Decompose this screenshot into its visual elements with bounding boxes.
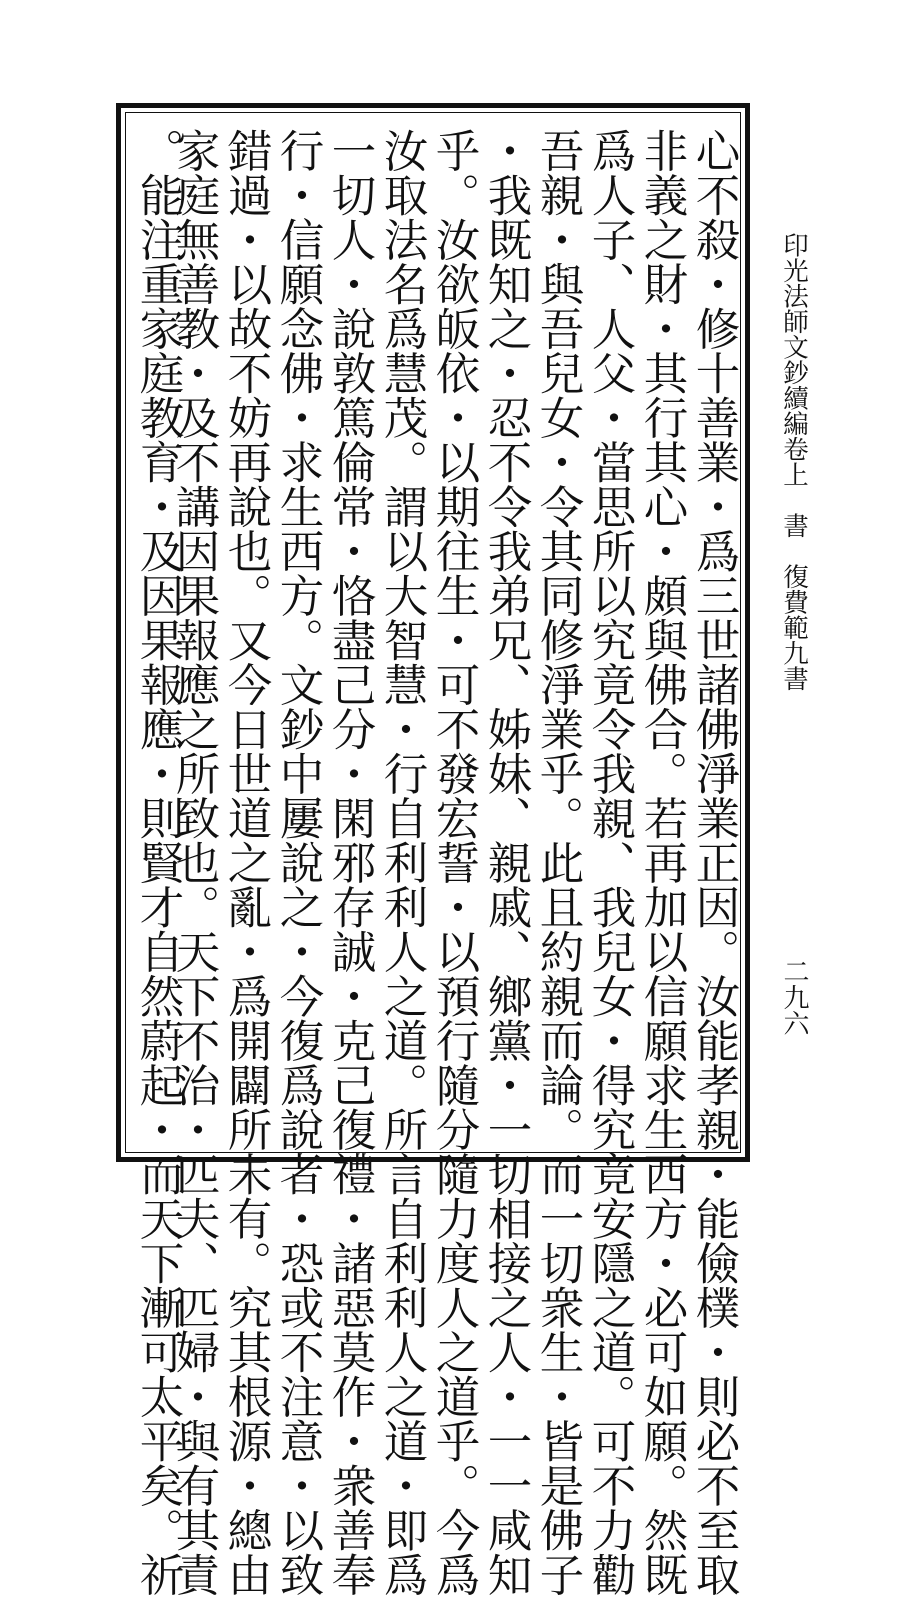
text-column-2: 非義之財・其行其心・頗與佛合。若再加以信願求生西方・必可如願。然既 [636, 128, 687, 1597]
text-column-6: 乎。汝欲皈依・以期往生・可不發宏誓・以預行隨分隨力度人之道乎。今爲 [428, 128, 479, 1597]
text-column-7: 汝取法名爲慧茂。謂以大智慧・行自利利人之道。所言自利利人之道・即爲 [376, 128, 427, 1597]
page-number: 二九六 [779, 958, 809, 1036]
text-column-11: 家庭無善教・及不講因果報應之所致也。天下不治・匹夫、匹婦・與有其責 [168, 128, 219, 1597]
text-column-1: 心不殺・修十善業・爲三世諸佛淨業正因。汝能孝親・能儉樸・則必不至取 [688, 128, 739, 1597]
text-column-3: 爲人子、人父・當思所以究竟令我親、我兒女・得究竟安隱之道。可不力勸 [584, 128, 635, 1597]
text-column-8: 一切人・說敦篤倫常・恪盡己分・閑邪存誠・克己復禮・諸惡莫作・衆善奉 [324, 128, 375, 1597]
text-column-4: 吾親・與吾兒女・令其同修淨業乎。此且約親而論。而一切衆生・皆是佛子 [532, 128, 583, 1597]
text-column-12: 。能注重家庭教育・及因果報應・則賢才自然蔚起・而天下漸可太平矣。祈 [132, 128, 183, 1597]
text-column-10: 錯過・以故不妨再說也。又今日世道之亂・爲開闢所未有。究其根源・總由 [220, 128, 271, 1597]
running-header-title: 印光法師文鈔續編卷上 書 復費範九書 [779, 232, 809, 691]
text-column-5: ・我既知之・忍不令我弟兄、姊妹、親戚、鄉黨・一切相接之人・一一咸知 [480, 128, 531, 1597]
text-column-9: 行・信願念佛・求生西方。文鈔中屢說之・今復爲說者・恐或不注意・以致 [272, 128, 323, 1597]
